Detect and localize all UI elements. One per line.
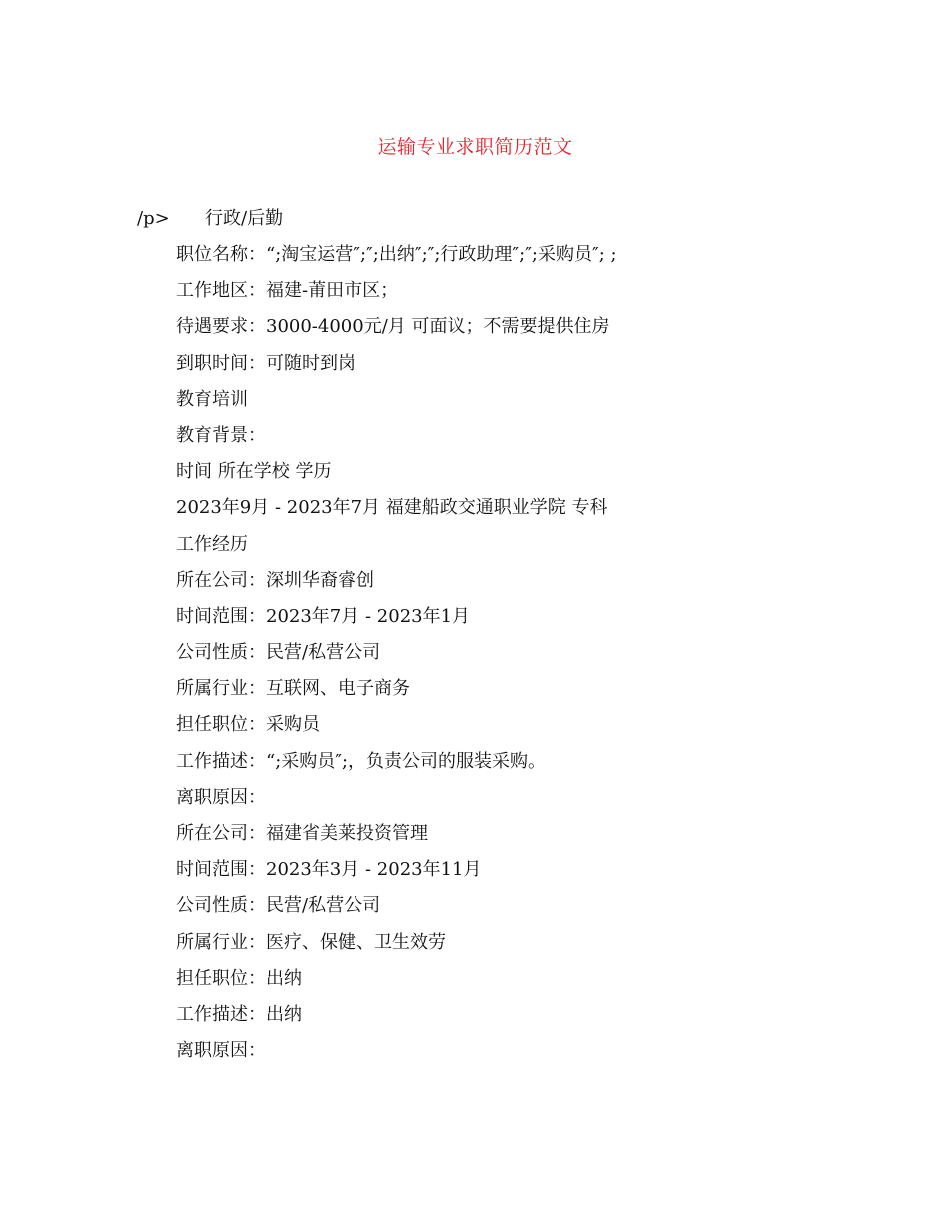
resume-line-education-label: 教育背景：: [176, 424, 266, 446]
job2-company: 所在公司：福建省美莱投资管理: [176, 823, 428, 844]
education-table-header: 时间 所在学校 学历: [176, 461, 332, 483]
job1-industry: 所属行业：互联网、电子商务: [176, 678, 410, 700]
job2-industry: 所属行业：医疗、保健、卫生效劳: [176, 931, 446, 953]
education-entry: 2023年9月 - 2023年7月 福建船政交通职业学院 专科: [176, 497, 608, 519]
job1-company-type: 公司性质：民营/私营公司: [176, 642, 381, 664]
section-line: [137, 206, 283, 232]
job1-period: 时间范围：2023年7月 - 2023年1月: [176, 605, 471, 627]
resume-line-start-time: 到职时间：可随时到岗: [176, 352, 356, 374]
job1-leave-reason: 离职原因：: [176, 786, 266, 808]
job-category: 行政/后勤: [205, 208, 284, 229]
section-heading-education: 教育培训: [176, 388, 248, 410]
resume-body: [176, 242, 617, 1074]
job1-description: 工作描述：“;采购员″;，负责公司的服装采购。: [176, 750, 547, 772]
job2-leave-reason: 离职原因：: [176, 1040, 266, 1062]
job1-position: 担任职位：采购员: [176, 714, 320, 736]
job2-position: 担任职位：出纳: [176, 967, 302, 989]
resume-line-location: 工作地区：福建-莆田市区；: [176, 280, 399, 302]
resume-line-position: 职位名称：“;淘宝运营″;″;出纳″;″;行政助理″;″;采购员″; ;: [176, 244, 617, 265]
resume-line-salary: 待遇要求：3000-4000元/月 可面议；不需要提供住房: [176, 316, 610, 338]
job1-company: 所在公司：深圳华裔睿创: [176, 569, 374, 591]
job2-company-type: 公司性质：民营/私营公司: [176, 895, 381, 917]
job2-period: 时间范围：2023年3月 - 2023年11月: [176, 859, 482, 881]
stray-tag-marker: /p>: [137, 208, 170, 229]
section-heading-experience: 工作经历: [176, 533, 248, 555]
job2-description: 工作描述：出纳: [176, 1003, 302, 1025]
document-title: 运输专业求职简历范文: [377, 136, 573, 158]
